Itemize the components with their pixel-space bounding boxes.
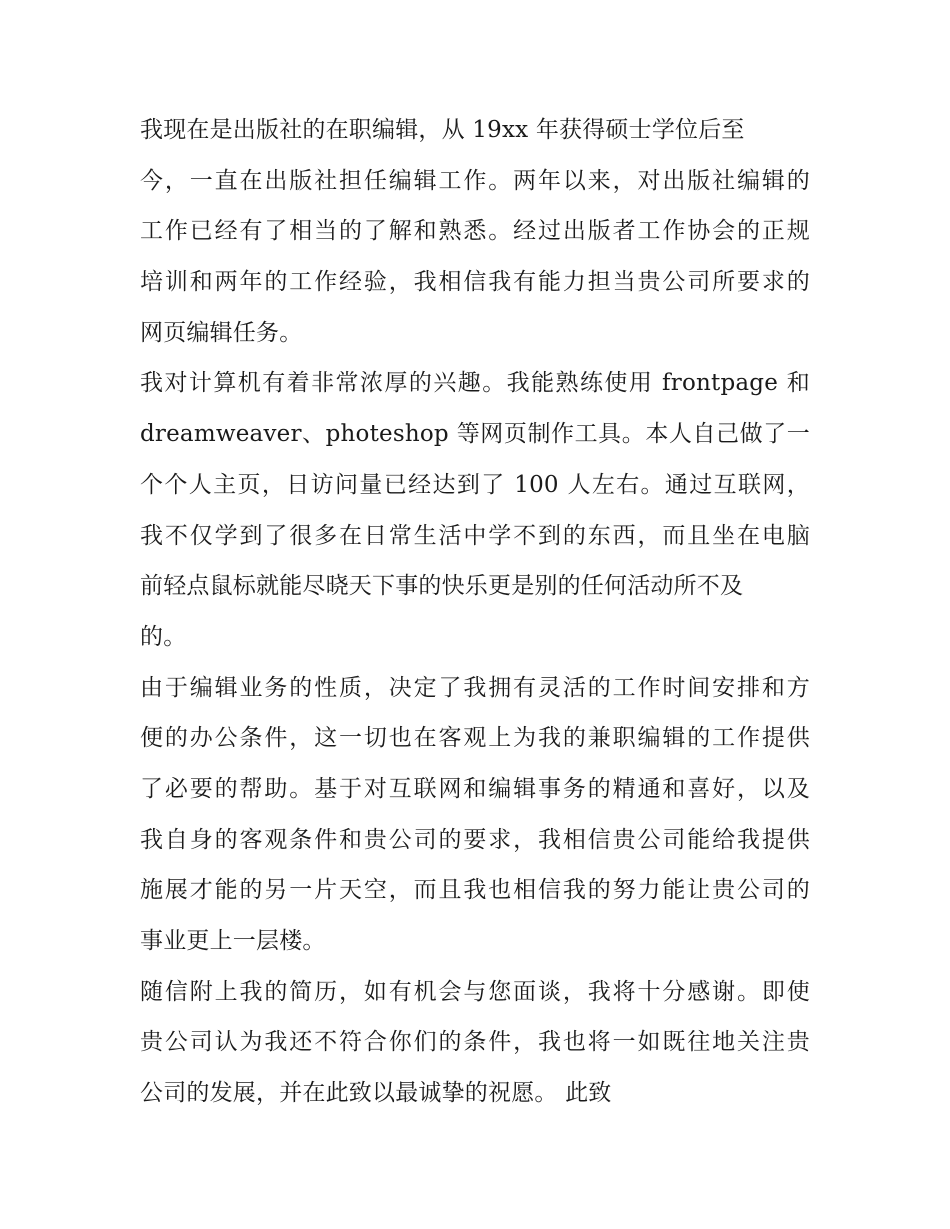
text-line: 的。 xyxy=(140,623,187,650)
text-line: 培训和两年的工作经验，我相信我有能力担当贵公司所要求的 xyxy=(140,269,810,296)
text-line: 事业更上一层楼。 xyxy=(140,928,326,954)
text-line: 我自身的客观条件和贵公司的要求，我相信贵公司能给我提供 xyxy=(140,826,810,853)
text-line: 我不仅学到了很多在日常生活中学不到的东西，而且坐在电脑 xyxy=(140,522,810,549)
text-line: 前轻点鼠标就能尽晓天下事的快乐更是别的任何活动所不及 xyxy=(140,573,744,600)
text-line: 贵公司认为我还不符合你们的条件，我也将一如既往地关注贵 xyxy=(140,1029,810,1056)
text-line: 个个人主页，日访问量已经达到了 100 人左右。通过互联网， xyxy=(140,471,810,498)
text-line: 施展才能的另一片天空，而且我也相信我的努力能让贵公司的 xyxy=(140,877,810,904)
text-line: 工作已经有了相当的了解和熟悉。经过出版者工作协会的正规 xyxy=(140,218,810,245)
text-line: 了必要的帮助。基于对互联网和编辑事务的精通和喜好，以及 xyxy=(140,775,810,802)
text-line: 公司的发展，并在此致以最诚挚的祝愿。 此致 xyxy=(140,1080,612,1107)
text-line: 今，一直在出版社担任编辑工作。两年以来，对出版社编辑的 xyxy=(140,167,810,194)
text-line: 便的办公条件，这一切也在客观上为我的兼职编辑的工作提供 xyxy=(140,725,810,752)
text-line: 我对计算机有着非常浓厚的兴趣。我能熟练使用 frontpage 和 xyxy=(140,370,810,397)
letter-body xyxy=(140,105,810,1119)
text-line: 由于编辑业务的性质，决定了我拥有灵活的工作时间安排和方 xyxy=(140,674,810,701)
text-line: 我现在是出版社的在职编辑，从 19xx 年获得硕士学位后至 xyxy=(140,117,745,143)
text-line: 随信附上我的简历，如有机会与您面谈，我将十分感谢。即使 xyxy=(140,978,810,1005)
text-line: 网页编辑任务。 xyxy=(140,319,303,346)
text-line: dreamweaver、photeshop 等网页制作工具。本人自己做了一 xyxy=(140,421,810,448)
